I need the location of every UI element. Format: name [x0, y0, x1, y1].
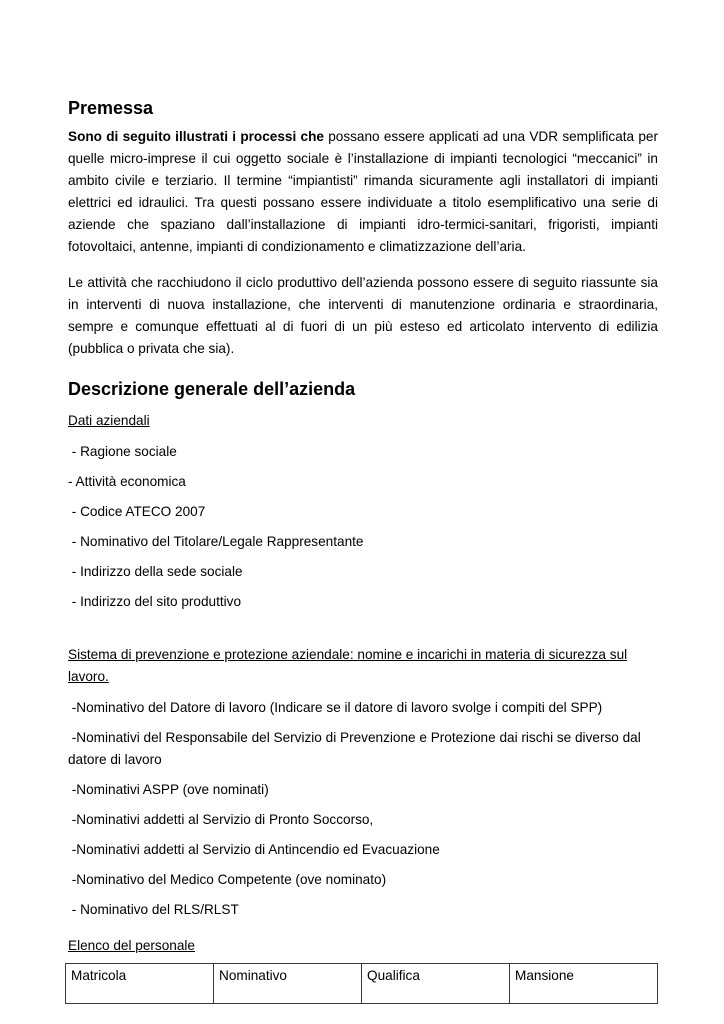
- list-item: -Nominativi addetti al Servizio di Antincendio ed Evacuazione: [68, 842, 440, 857]
- paragraph-intro: [68, 126, 662, 258]
- list-item: - Indirizzo della sede sociale: [68, 564, 243, 579]
- section-dati-aziendali: [68, 410, 658, 613]
- heading-descrizione-azienda: Descrizione generale dell’azienda: [68, 379, 356, 399]
- list-item: - Indirizzo del sito produttivo: [68, 594, 242, 609]
- paragraph-intro-bold-leadin: Sono di seguito illustrati i processi che: [68, 129, 324, 144]
- table-header-qualifica: Qualifica: [362, 964, 510, 1004]
- section-prevenzione-protezione: [68, 644, 658, 921]
- list-item: - Codice ATECO 2007: [68, 504, 206, 519]
- heading-premessa: Premessa: [68, 98, 154, 118]
- table-header-nominativo: Nominativo: [214, 964, 362, 1004]
- list-item: -Nominativi del Responsabile del Servizio di Prevenzione e Protezione dai rischi se diverso dal datore di lavoro: [68, 730, 645, 767]
- section-title-dati-aziendali: Dati aziendali: [68, 413, 150, 428]
- table-header-row: [66, 964, 658, 1004]
- table-header-mansione: Mansione: [510, 964, 658, 1004]
- list-item: - Nominativo del RLS/RLST: [68, 902, 239, 917]
- list-item: -Nominativo del Medico Competente (ove nominato): [68, 872, 387, 887]
- list-item: -Nominativo del Datore di lavoro (Indicare se il datore di lavoro svolge i compiti del SPP): [68, 700, 603, 715]
- section-title-prevenzione: Sistema di prevenzione e protezione aziendale: nomine e incarichi in materia di sicurezza sul lavoro.: [68, 647, 628, 684]
- list-item: - Nominativo del Titolare/Legale Rappresentante: [68, 534, 364, 549]
- table-header-matricola: Matricola: [66, 964, 214, 1004]
- list-item: -Nominativi addetti al Servizio di Pronto Soccorso,: [68, 812, 374, 827]
- prevenzione-list: [68, 697, 658, 921]
- paragraph-intro-body: possano essere applicati ad una VDR semplificata per quelle micro-imprese il cui oggetto sociale è l’installazione di impianti tecnologici “meccanici” in ambito civile e terziario. Il termine “impiantisti” rimanda sicuramente agli installatori di impianti elettrici ed idraulici. Tra questi possano essere individuate a titolo esemplificativo una serie di aziende che spaziano dall’installazione di impianti idro-termici-sanitari, frigoristi, impianti fotovoltaici, antenne, impianti di condizionamento e climatizzazione dell’aria.: [68, 129, 662, 254]
- list-item: - Ragione sociale: [68, 444, 177, 459]
- paragraph-attivita: Le attività che racchiudono il ciclo produttivo dell’azienda possono essere di seguito riassunte sia in interventi di nuova installazione, che interventi di manutenzione ordinaria e straordinaria, sempre e comunque effettuati al di fuori di un più esteso ed articolato intervento di edilizia (pubblica o privata che sia).: [68, 275, 662, 356]
- list-item: -Nominativi ASPP (ove nominati): [68, 782, 269, 797]
- section-title-elenco-personale: Elenco del personale: [68, 938, 195, 953]
- dati-aziendali-list: [68, 441, 658, 613]
- personnel-table: [65, 963, 658, 1004]
- list-item: - Attività economica: [68, 474, 186, 489]
